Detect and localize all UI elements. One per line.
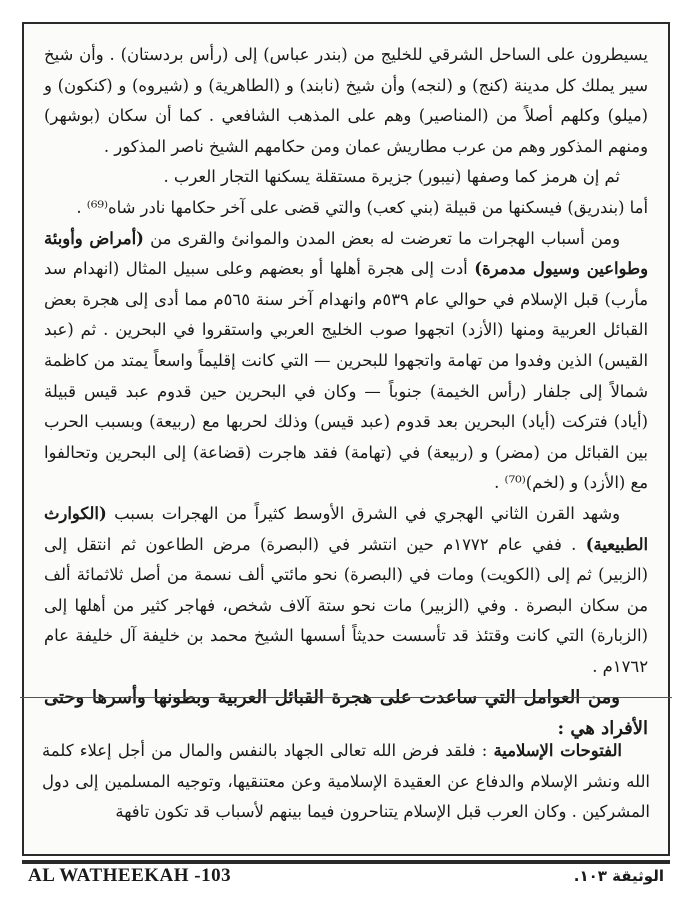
paragraph-2: ثم إن هرمز كما وصفها (نيبور) جزيرة مستقلة يسكنها التجار العرب . [163,167,620,187]
paragraph-6-rest: : فلقد فرض الله تعالى الجهاد بالنفس والمال من أجل إعلاء كلمة الله ونشر الإسلام والدفاع عن العقيدة الإسلامية وعن معتنقيها، وتوجيه المسلمين إلى دول المشركين . وكان العرب قبل الإسلام يتناحرون فيما بينهم لأسباب قد تكون تافهة [42,741,650,822]
paragraph-6 [42,736,650,828]
paragraph-5 [44,499,648,683]
body-text [44,40,648,744]
journal-name-english: AL WATHEEKAH -103 [28,865,232,886]
journal-name-arabic: الوثيقة ١٠٣. [573,867,664,885]
paragraph-1: يسيطرون على الساحل الشرقي للخليج من (بندر عباس) إلى (رأس بردستان) . وأن شيخ سير يملك كل مدينة (كنج) و (لنجه) وأن شيخ (نابند) و (الطاهرية) و (شيروه) و (كنكون) و (ميلو) وكلهم أصلاً من (المناصير) وهم على المذهب الشافعي . كما أن سكان (بوشهر) ومنهم المذكور وهم من عرب مطاريش عمان ومن حكامهم الشيخ ناصر المذكور . [44,45,648,156]
paragraph-6-term: الفتوحات الإسلامية [493,741,622,760]
paragraph-3: أما (بندريق) فيسكنها من قبيلة (بني كعب) والتي قضى على آخر حكامها نادر شاه⁽⁶⁹⁾ . [76,197,648,217]
paragraph-4-emphasis: (أمراض وأوبئة وطواعين وسيول مدمرة) [44,228,648,279]
paragraph-5-intro: وشهد القرن الثاني الهجري في الشرق الأوسط كثيراً من الهجرات بسبب [106,503,620,523]
section-separator [20,697,672,698]
paragraph-5-rest: . ففي عام ١٧٧٢م حين انتشر في (البصرة) مرض الطاعون ثم انتقل إلى (الزبير) ثم إلى (الكويت) ومات في (البصرة) نحو مائتي ألف نسمة من أصل ثلاثمائة ألف من سكان البصرة . وفي (الزبير) مات نحو ستة آلاف شخص، فهاجر كثير من أهلها إلى (الزبارة) التي كانت وقتئذ قد تأسست حديثاً أسسها الشيخ محمد بن خليفة آل خليفة عام ١٧٦٢م . [44,534,648,676]
page-frame [22,22,670,856]
section-heading: ومن العوامل التي ساعدت على هجرة القبائل العربية وبطونها وأسرها وحتى الأفراد هي : [44,687,648,740]
paragraph-4-rest: أدت إلى هجرة أهلها أو بعضهم وعلى سبيل المثال (انهدام سد مأرب) قبل الإسلام في حوالي عام ٥٣٩م وانهدام آخر سنة ٥٦٥م مما أدى إلى هجرة بعض القبائل العربية ومنها (الأزد) اتجهوا صوب الخليج العربي واستقروا في البحرين . ثم (عبد القيس) الذين وفدوا من تهامة واتجهوا للبحرين — التي كانت إقليماً واسعاً يمتد من كاظمة شمالاً إلى جلفار (رأس الخيمة) جنوباً — وكان في البحرين حين قدوم عبد قيس قبيلة (أياد) فتركت (أياد) البحرين بعد قدوم (عبد قيس) وذلك لحربها مع (ربيعة) وبسبب الحرب بين القبائل من (مضر) و (ربيعة) في (تهامة) فقد هاجرت (قضاعة) إلى البحرين وتحالفوا مع (الأزد) و (لخم)⁽⁷⁰⁾ . [44,259,649,493]
body-text-lower [42,736,650,828]
paragraph-4-intro: ومن أسباب الهجرات ما تعرضت له بعض المدن والموانئ والقرى من [143,228,621,248]
page-footer [22,860,670,888]
paragraph-5-emphasis: (الكوارث الطبيعية) [44,503,648,554]
paragraph-4 [44,224,648,499]
